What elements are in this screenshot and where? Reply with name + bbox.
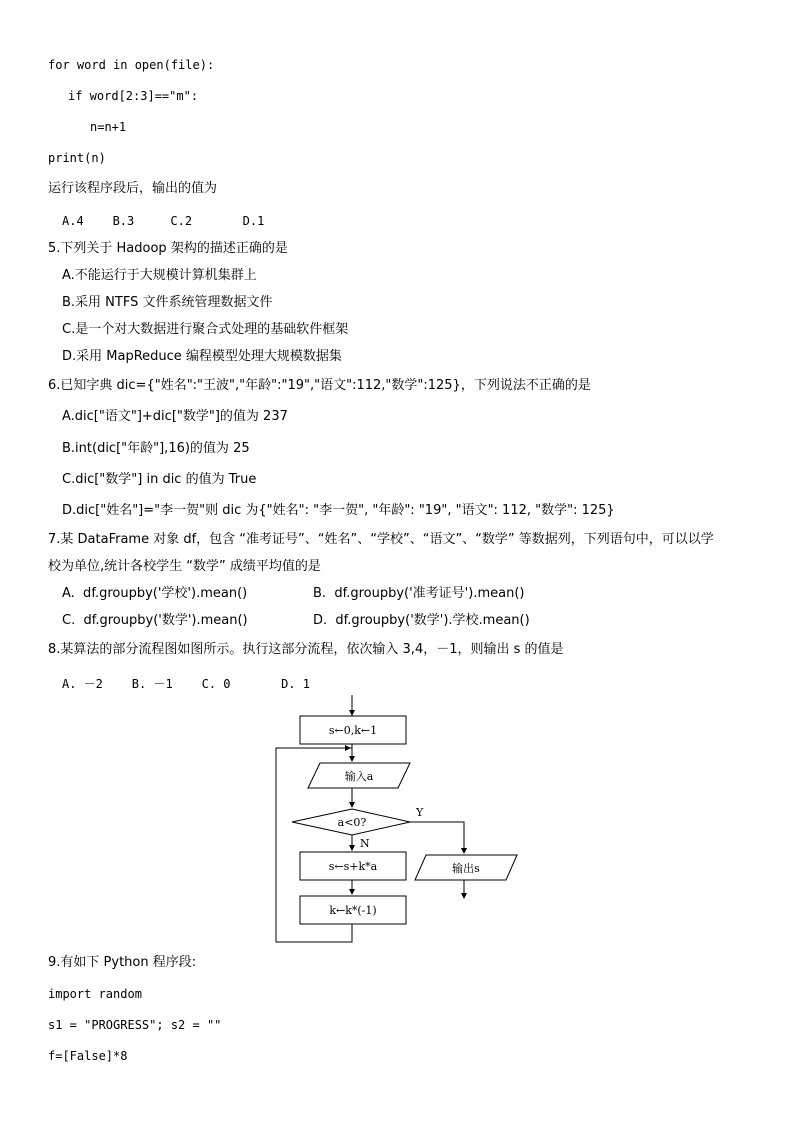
option-a: A.不能运行于大规模计算机集群上 — [62, 268, 257, 283]
option-b: B.int(dic["年龄"],16)的值为 25 — [62, 441, 250, 456]
yes-branch — [410, 822, 464, 853]
output-label: 输出s — [452, 862, 480, 875]
code-line: import random — [48, 987, 142, 1001]
code-line: if word[2:3]=="m": — [68, 89, 199, 103]
option-b: B. df.groupby('准考证号').mean() — [313, 586, 525, 601]
question-stem: 6.已知字典 dic={"姓名":"王波","年龄":"19","语文":112,"数学":125}，下列说法不正确的是 — [48, 378, 591, 393]
option-b: B.采用 NTFS 文件系统管理数据文件 — [62, 295, 273, 310]
question-stem: 9.有如下 Python 程序段: — [48, 955, 197, 970]
answer-options: A.4 B.3 C.2 D.1 — [62, 214, 265, 228]
question-stem-cont: 校为单位,统计各校学生 “数学” 成绩平均值的是 — [48, 559, 321, 574]
option-c: C. df.groupby('数学').mean() — [62, 613, 248, 628]
code-line: n=n+1 — [90, 120, 127, 134]
option-c: C.dic["数学"] in dic 的值为 True — [62, 472, 257, 487]
answer-options: A. －2 B. －1 C. 0 D. 1 — [62, 677, 310, 691]
code-line: for word in open(file): — [48, 58, 215, 72]
condition-label: a<0? — [337, 816, 367, 829]
code-line: print(n) — [48, 151, 106, 165]
no-label: N — [360, 837, 370, 850]
code-line: s1 = "PROGRESS"; s2 = "" — [48, 1018, 222, 1032]
step2-label: k←k*(-1) — [329, 904, 377, 917]
question-stem: 8.某算法的部分流程图如图所示。执行这部分流程，依次输入 3,4，－1，则输出 s 的值是 — [48, 642, 564, 657]
option-d: D.dic["姓名"]="李一贺"则 dic 为{"姓名": "李一贺", "年龄": "19", "语文": 112, "数学": 125} — [62, 503, 615, 518]
option-c: C.是一个对大数据进行聚合式处理的基础软件框架 — [62, 322, 349, 337]
option-d: D.采用 MapReduce 编程模型处理大规模数据集 — [62, 349, 342, 364]
step1-label: s←s+k*a — [328, 860, 378, 873]
flowchart — [270, 695, 530, 950]
option-a: A. df.groupby('学校').mean() — [62, 586, 248, 601]
question-stem: 运行该程序段后，输出的值为 — [48, 181, 218, 196]
init-label: s←0,k←1 — [328, 724, 378, 737]
input-label: 输入a — [344, 770, 374, 783]
question-stem: 5.下列关于 Hadoop 架构的描述正确的是 — [48, 241, 288, 256]
yes-label: Y — [416, 806, 424, 819]
option-a: A.dic["语文"]+dic["数学"]的值为 237 — [62, 409, 288, 424]
option-d: D. df.groupby('数学').学校.mean() — [313, 613, 530, 628]
code-line: f=[False]*8 — [48, 1049, 128, 1063]
question-stem: 7.某 DataFrame 对象 df，包含 “准考证号”、“姓名”、“学校”、“语文”、“数学” 等数据列，下列语句中，可以以学 — [48, 532, 714, 547]
